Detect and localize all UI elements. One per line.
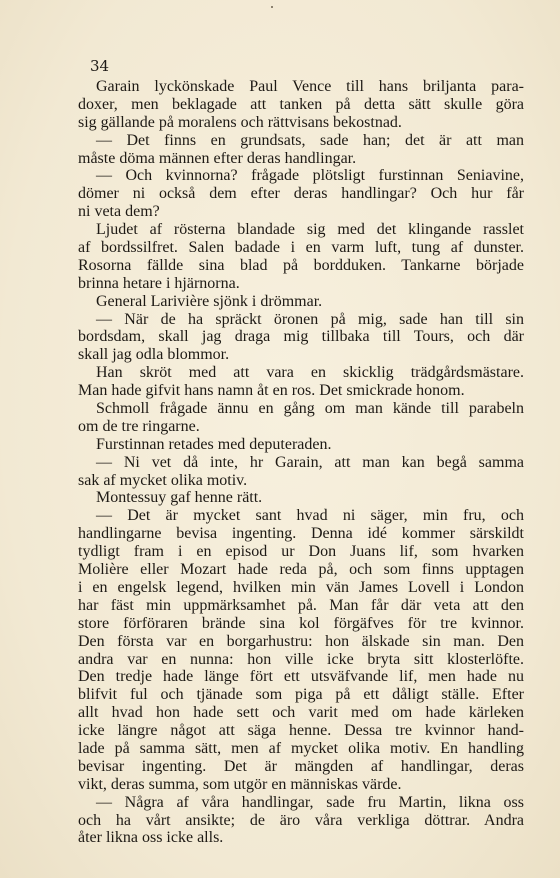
text-line: blifvit ful och tjänade som piga på ett dåligt ställe. Efter <box>78 686 524 704</box>
text-line: Molière eller Mozart hade reda på, och som finns upptagen <box>78 561 524 579</box>
text-line: skall jag odla blommor. <box>78 346 230 364</box>
text-line: om de tre ringarne. <box>78 417 200 435</box>
text-line: — Det är mycket sant hvad ni säger, min fru, och <box>96 507 524 525</box>
text-line: Garain lyckönskade Paul Vence till hans briljanta para- <box>96 78 524 95</box>
body-text <box>78 78 524 847</box>
text-line: doxer, men beklagade att tanken på detta sätt skulle göra <box>78 95 524 113</box>
text-line: ni veta dem? <box>78 203 160 221</box>
page-number: 34 <box>90 57 110 75</box>
text-line: har fäst min uppmärksamhet på. Man får där veta att den <box>78 596 524 614</box>
text-line: store förföraren brände sina kol förgäfves för tre kvinnor. <box>78 614 524 632</box>
speck <box>271 6 273 8</box>
text-line: vikt, deras summa, som utgör en människas värde. <box>78 775 402 793</box>
text-line: handlingarne bevisa ingenting. Denna idé kommer särskildt <box>78 525 524 543</box>
text-line: Furstinnan retades med deputeraden. <box>96 435 332 453</box>
text-line: dömer ni också dem efter deras handlingar? Och hur får <box>78 185 524 203</box>
text-line: Han skröt med att vara en skicklig trädgårdsmästare. <box>96 364 524 382</box>
text-line: måste döma männen efter deras handlingar. <box>78 149 357 167</box>
text-line: General Larivière sjönk i drömmar. <box>96 292 323 310</box>
text-line: bevisar ingenting. Det är mängden af handlingar, deras <box>78 757 524 775</box>
text-line: Rosorna fällde sina blad på bordduken. Tankarne började <box>78 256 524 274</box>
text-line: sak af mycket olika motiv. <box>78 471 248 489</box>
text-line: andra var en nunna: hon ville icke bryta sitt klosterlöfte. <box>78 650 524 668</box>
text-line: lade på samma sätt, men af mycket olika motiv. En handling <box>78 739 524 757</box>
text-line: — Det finns en grundsats, sade han; det är att man <box>96 131 524 149</box>
text-line: — Och kvinnorna? frågade plötsligt furstinnan Seniavine, <box>96 167 524 185</box>
text-line: och ha vårt ansikte; de äro våra verkliga döttrar. Andra <box>78 811 524 829</box>
text-line: Montessuy gaf henne rätt. <box>96 489 263 507</box>
text-line: icke längre något att säga henne. Dessa tre kvinnor hand- <box>78 722 524 740</box>
text-line: Schmoll frågade ännu en gång om man kände till parabeln <box>96 400 524 418</box>
text-line: åter likna oss icke alls. <box>78 829 224 847</box>
text-line: — Ni vet då inte, hr Garain, att man kan begå samma <box>96 453 524 471</box>
text-line: tydligt fram i en episod ur Don Juans lif, som hvarken <box>78 543 524 561</box>
text-line: sig gällande på moralens och rättvisans bekostnad. <box>78 113 402 131</box>
text-line: bordsdam, skall jag draga mig tillbaka till Tours, och där <box>78 328 524 346</box>
text-line: allt hvad hon hade sett och varit med om hade kärleken <box>78 704 524 722</box>
text-line: Man hade gifvit hans namn åt en ros. Det smickrade honom. <box>78 382 465 400</box>
text-line: Ljudet af rösterna blandade sig med det klingande rasslet <box>96 221 524 239</box>
text-line: — När de ha spräckt öronen på mig, sade han till sin <box>96 310 524 328</box>
text-line: brinna hetare i hjärnorna. <box>78 274 240 292</box>
text-line: — Några af våra handlingar, sade fru Martin, likna oss <box>96 793 524 811</box>
text-line: af bordssilfret. Salen badade i en varm luft, tung af dunster. <box>78 239 524 257</box>
text-line: Den första var en borgarhustru: hon älskade sin man. Den <box>78 632 524 650</box>
text-line: i en engelsk legend, hvilken min vän James Lovell i London <box>78 578 524 596</box>
text-line: Den tredje hade länge fört ett utsväfvande lif, men hade nu <box>78 668 524 686</box>
